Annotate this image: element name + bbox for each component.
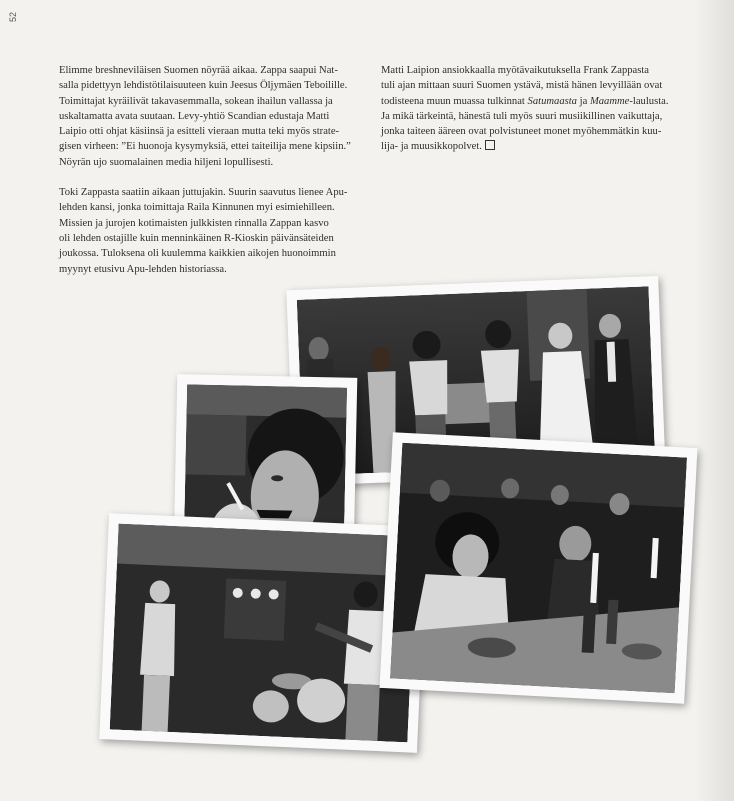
text-line: salla pidettyyn lehdistötilaisuuteen kuin Jeesus Öljymäen Teboilille. xyxy=(59,80,348,92)
text-line: Elimme breshneviläisen Suomen nöyrää aikaa. Zappa saapui Nat- xyxy=(59,65,338,76)
concert-scene-icon xyxy=(110,524,417,743)
text-line: tuli ajan mittaan suuri Suomen ystävä, mistä hänen levyillään ovat xyxy=(381,80,663,92)
song-title-satumaa: Satumaasta xyxy=(527,95,577,107)
text-fragment: ja xyxy=(576,95,590,107)
text-line: oli lehden ostajille kuin menninkäinen R-Kioskin päivänsäteiden xyxy=(59,232,334,244)
dinner-scene-icon xyxy=(390,443,687,694)
text-line: Nöyrän ujo suomalainen media hiljeni lopullisesti. xyxy=(59,156,274,168)
text-line: Laipio otti ohjat käsiinsä ja esitteli vieraan mutta teki myös strate- xyxy=(59,126,340,138)
concert-stage-image xyxy=(110,524,417,743)
text-line: Toimittajat kyräilivät takavasemmalla, sokean ihailun vallassa ja xyxy=(59,95,333,107)
text-line xyxy=(381,94,677,109)
text-line: Matti Laipion ansiokkaalla myötävaikutuksella Frank Zappasta xyxy=(381,65,650,76)
text-line: jonka taiteen ääreen ovat polvistuneet monet myöhemmätkin kuu- xyxy=(381,126,662,138)
end-mark-icon xyxy=(485,140,495,150)
text-line: myynyt etusivu Apu-lehden historiassa. xyxy=(59,263,227,275)
text-line: gisen virheen: ”Ei huonoja kysymyksiä, ettei taiteilija mene kipsiin.” xyxy=(59,141,351,153)
text-line: uskaltamatta avata suutaan. Levy-yhtiö Scandian edustaja Matti xyxy=(59,110,330,122)
left-text-column xyxy=(59,63,355,292)
text-fragment: -laulusta. xyxy=(629,95,669,107)
concert-stage-photo xyxy=(99,513,427,753)
paragraph-apu-cover xyxy=(59,185,355,277)
text-line: joukossa. Tuloksena oli kuulemma kaikkien aikojen huonoimmin xyxy=(59,248,336,260)
dinner-table-photo xyxy=(380,432,698,704)
text-line: Missien ja jurojen kotimaisten julkkisten rinnalla Zappan kasvo xyxy=(59,217,329,229)
song-title-maamme: Maamme xyxy=(589,95,630,107)
dinner-table-image xyxy=(390,443,687,694)
text-fragment: lija- ja muusikkopolvet. xyxy=(381,141,482,153)
right-text-column xyxy=(381,63,677,170)
text-line: Ja mikä tärkeintä, hänestä tuli myös suuri musiikillinen vaikuttaja, xyxy=(381,110,663,122)
text-fragment: todisteena muun muassa tulkinnat xyxy=(381,95,528,107)
text-line: Toki Zappasta saatiin aikaan juttujakin. Suurin saavutus lienee Apu- xyxy=(59,187,348,199)
page-number: 52 xyxy=(8,11,18,22)
paragraph-laipio-friendship xyxy=(381,63,677,155)
text-line xyxy=(381,139,677,154)
text-line: lehden kansi, jonka toimittaja Raila Kinnunen myi esimiehilleen. xyxy=(59,202,335,214)
page-gutter-shadow xyxy=(694,0,734,801)
paragraph-press-conference xyxy=(59,63,355,170)
